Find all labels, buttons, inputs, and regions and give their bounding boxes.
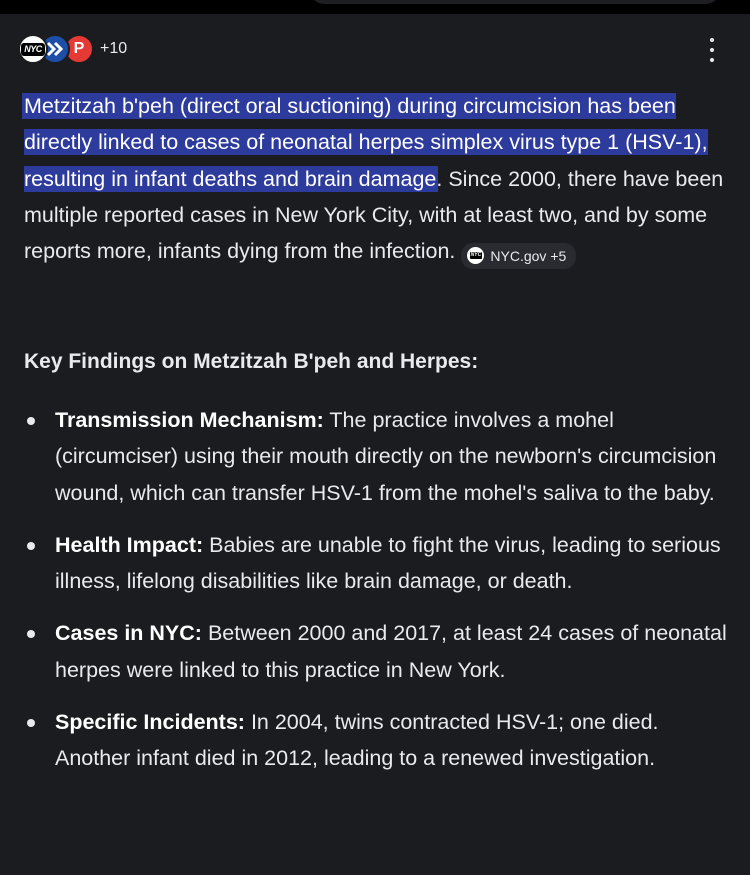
highlighted-text: Metzitzah b'peh (direct oral suctioning) during circumcision has been directly linked to cases of neonatal herpes simplex virus type 1 (HSV-1), resulting in infant deaths and brain damage (24, 94, 708, 191)
finding-text: The practice involves a mohel (circumciser) using their mouth directly on the newborn's circumcision wound, which can transfer HSV-1 from the mohel's saliva to the baby. (55, 408, 717, 505)
answer-text: . Since 2000, there have been multiple reported cases in New York City, with at least two, and by some reports more, infants dying from the infection. (24, 166, 724, 264)
finding-title: Health Impact: (55, 532, 204, 557)
sources-row[interactable] (18, 34, 127, 64)
bullet-icon (27, 630, 35, 638)
finding-text: Between 2000 and 2017, at least 24 cases of neonatal herpes were linked to this practice in New York. (55, 621, 727, 682)
bullet-icon (27, 542, 35, 550)
nyc-logo-icon (467, 247, 484, 264)
more-options-icon[interactable] (704, 38, 720, 62)
bullet-icon (27, 417, 35, 425)
finding-title: Transmission Mechanism: (55, 408, 324, 432)
p-logo-text: P (73, 40, 85, 57)
finding-text: In 2004, twins contracted HSV-1; one died. Another infant died in 2012, leading to a renewed investigation. (55, 710, 659, 771)
source-favicons[interactable] (18, 34, 96, 64)
nyc-logo-text: NYC (21, 43, 45, 56)
list-item (0, 402, 750, 511)
list-item (0, 704, 750, 777)
ai-overview-card (0, 14, 750, 875)
bullet-icon (27, 719, 35, 727)
chip-logo-text: NYC (470, 252, 482, 259)
answer-paragraph (24, 88, 729, 269)
key-findings-heading: Key Findings on Metzitzah B'peh and Herpes: (24, 350, 479, 373)
more-sources-count[interactable]: +10 (100, 40, 128, 57)
list-item (0, 615, 750, 688)
finding-title: Cases in NYC: (55, 621, 202, 646)
finding-title: Specific Incidents: (55, 710, 245, 735)
nyc-logo-icon (18, 34, 48, 64)
citation-chip[interactable] (461, 243, 576, 269)
finding-text: Babies are unable to fight the virus, leading to serious illness, lifelong disabilities like brain damage, or death. (55, 532, 721, 594)
search-bar-edge (310, 0, 720, 4)
key-findings-list (0, 402, 750, 793)
citation-label: NYC.gov +5 (490, 247, 567, 264)
list-item (0, 527, 750, 600)
